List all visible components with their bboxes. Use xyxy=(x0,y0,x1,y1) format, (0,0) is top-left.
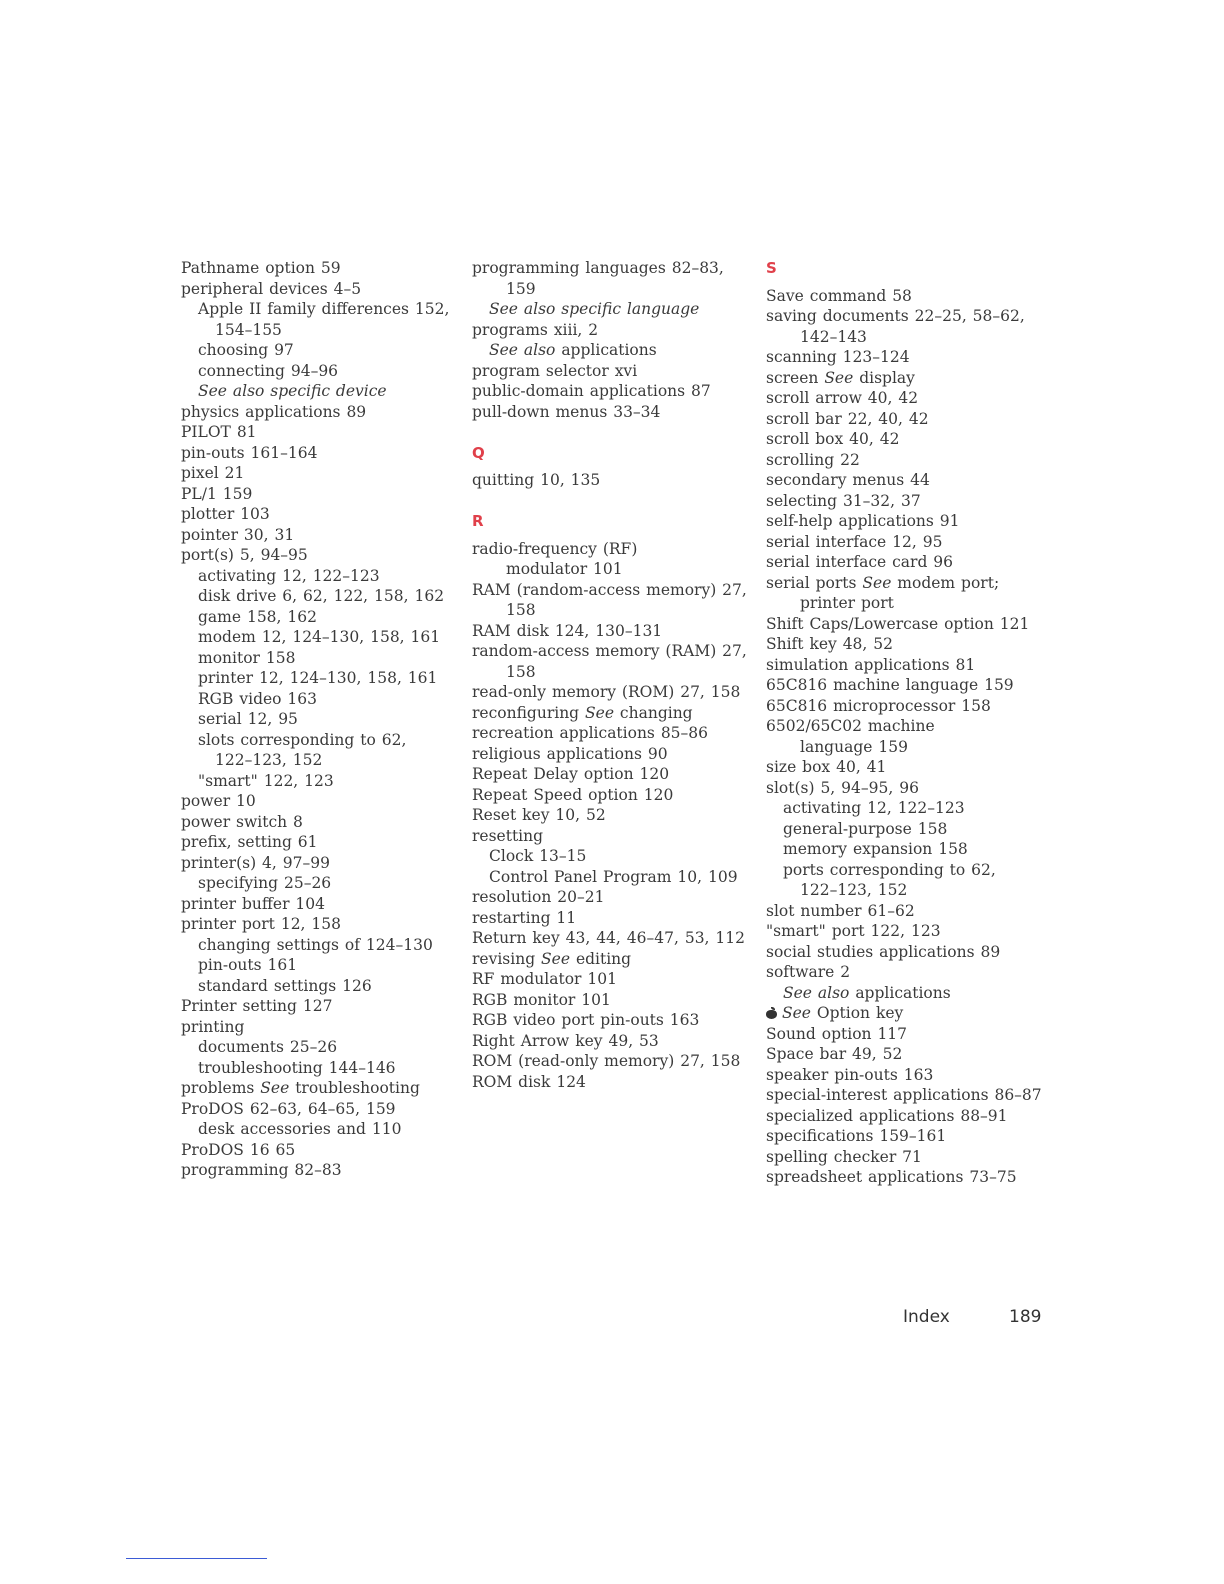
index-subentry xyxy=(472,340,757,361)
section-spacer xyxy=(472,463,757,470)
see-reference: See also xyxy=(489,341,556,359)
index-subentry: activating 12, 122–123 xyxy=(783,799,965,817)
section-letter: Q xyxy=(472,443,485,462)
see-reference: See xyxy=(541,949,571,968)
index-entry: pull-down menus 33–34 xyxy=(472,402,661,421)
index-subentry: specifying 25–26 xyxy=(198,874,332,892)
apple-icon xyxy=(766,1007,777,1019)
index-entry: plotter 103 xyxy=(181,505,270,523)
index-entry: Right Arrow key 49, 53 xyxy=(472,1031,659,1050)
index-subentry: changing settings of 124–130 xyxy=(198,935,433,954)
index-subentry: 122–123, 152 xyxy=(800,881,908,899)
index-entry: speaker pin-outs 163 xyxy=(766,1065,934,1084)
index-entry: Repeat Speed option 120 xyxy=(472,785,674,804)
index-entry: RAM (random-access memory) 27, xyxy=(472,580,747,599)
index-entry: programs xiii, 2 xyxy=(472,320,599,339)
index-entry: selecting 31–32, 37 xyxy=(766,491,921,510)
index-entry: 65C816 machine language 159 xyxy=(766,676,1014,694)
entry-term: serial ports xyxy=(766,573,863,592)
see-target: editing xyxy=(570,949,632,968)
page-number: 189 xyxy=(1009,1307,1042,1327)
index-subentry: modem 12, 124–130, 158, 161 xyxy=(198,628,441,646)
see-target: applications xyxy=(849,983,951,1002)
see-reference: See xyxy=(260,1079,290,1097)
index-entry: Pathname option 59 xyxy=(181,259,341,277)
index-entry: saving documents 22–25, 58–62, xyxy=(766,307,1025,325)
index-entry: Sound option 117 xyxy=(766,1024,908,1043)
see-reference: See xyxy=(824,368,854,387)
index-entry: radio-frequency (RF) xyxy=(472,539,638,558)
index-subentry: ports corresponding to 62, xyxy=(783,860,996,879)
bottom-rule xyxy=(126,1558,267,1559)
see-target: applications xyxy=(555,341,657,359)
index-entry: peripheral devices 4–5 xyxy=(181,279,362,298)
see-reference: See also xyxy=(783,983,850,1002)
index-subentry: See also specific device xyxy=(198,382,387,400)
index-entry: slot number 61–62 xyxy=(766,901,915,920)
index-entry: software 2 xyxy=(766,963,851,981)
index-entry: PL/1 159 xyxy=(181,484,253,503)
index-entry: secondary menus 44 xyxy=(766,471,930,489)
index-entry: scanning 123–124 xyxy=(766,348,910,366)
see-target: display xyxy=(853,368,915,387)
index-subentry: 142–143 xyxy=(800,327,867,346)
index-entry: printer port 12, 158 xyxy=(181,915,341,933)
index-subentry: standard settings 126 xyxy=(198,976,372,995)
index-entry: Printer setting 127 xyxy=(181,997,333,1015)
index-subentry: "smart" 122, 123 xyxy=(198,771,334,790)
index-subentry: documents 25–26 xyxy=(198,1038,338,1056)
entry-term: screen xyxy=(766,368,825,387)
index-subentry xyxy=(766,983,1056,1004)
section-spacer xyxy=(472,491,757,512)
index-entry xyxy=(766,573,1056,594)
index-entry: ProDOS 16 65 xyxy=(181,1140,296,1159)
index-entry xyxy=(181,1078,466,1099)
index-entry: power switch 8 xyxy=(181,812,303,831)
index-entry: Reset key 10, 52 xyxy=(472,806,606,824)
index-entry: prefix, setting 61 xyxy=(181,833,318,851)
index-entry: RF modulator 101 xyxy=(472,970,617,988)
index-entry: specialized applications 88–91 xyxy=(766,1106,1008,1125)
section-spacer xyxy=(472,422,757,443)
index-entry: Repeat Delay option 120 xyxy=(472,765,670,783)
index-subentry: slots corresponding to 62, xyxy=(198,730,407,749)
index-entry: 6502/65C02 machine xyxy=(766,717,935,735)
index-entry: power 10 xyxy=(181,792,256,810)
index-entry: port(s) 5, 94–95 xyxy=(181,546,308,564)
index-entry: printer buffer 104 xyxy=(181,894,326,913)
index-subentry: disk drive 6, 62, 122, 158, 162 xyxy=(198,587,445,605)
index-entry: specifications 159–161 xyxy=(766,1127,947,1145)
index-entry: random-access memory (RAM) 27, xyxy=(472,642,747,660)
index-entry: read-only memory (ROM) 27, 158 xyxy=(472,683,741,701)
index-entry xyxy=(472,703,757,724)
index-entry: program selector xvi xyxy=(472,361,638,380)
index-subentry: monitor 158 xyxy=(198,648,296,667)
index-entry: quitting 10, 135 xyxy=(472,471,601,489)
index-entry: resolution 20–21 xyxy=(472,888,605,906)
index-subentry: 154–155 xyxy=(215,320,282,339)
section-spacer xyxy=(472,532,757,539)
index-entry: scrolling 22 xyxy=(766,450,860,469)
index-entry: "smart" port 122, 123 xyxy=(766,922,941,940)
index-entry: RAM disk 124, 130–131 xyxy=(472,621,663,640)
index-entry: religious applications 90 xyxy=(472,744,668,763)
index-entry: pointer 30, 31 xyxy=(181,525,295,544)
section-letter: S xyxy=(766,259,777,277)
see-reference: See xyxy=(782,1004,811,1022)
index-subentry: pin-outs 161 xyxy=(198,956,298,974)
index-subentry: printer port xyxy=(800,594,894,612)
index-entry: ROM (read-only memory) 27, 158 xyxy=(472,1052,741,1070)
index-entry: serial interface 12, 95 xyxy=(766,532,943,551)
index-entry: social studies applications 89 xyxy=(766,942,1001,961)
index-subentry: 158 xyxy=(506,662,536,681)
index-subentry: printer 12, 124–130, 158, 161 xyxy=(198,669,438,687)
index-entry: self-help applications 91 xyxy=(766,512,960,530)
index-entry: PILOT 81 xyxy=(181,423,257,441)
index-entry: scroll arrow 40, 42 xyxy=(766,389,919,407)
index-entry: pixel 21 xyxy=(181,464,245,482)
index-entry: Return key 43, 44, 46–47, 53, 112 xyxy=(472,929,745,947)
index-subentry: serial 12, 95 xyxy=(198,710,298,728)
index-subentry: 122–123, 152 xyxy=(215,751,323,769)
index-subentry: connecting 94–96 xyxy=(198,361,339,380)
index-entry: restarting 11 xyxy=(472,908,577,927)
index-entry: Shift Caps/Lowercase option 121 xyxy=(766,614,1030,633)
index-subentry: desk accessories and 110 xyxy=(198,1120,402,1138)
index-column-3 xyxy=(766,258,1056,1188)
index-subentry: modulator 101 xyxy=(506,560,623,578)
index-entry: spelling checker 71 xyxy=(766,1147,922,1166)
index-subentry: language 159 xyxy=(800,737,908,756)
index-entry: ROM disk 124 xyxy=(472,1072,586,1091)
index-subentry: RGB video 163 xyxy=(198,689,318,708)
entry-term: problems xyxy=(181,1079,261,1097)
index-entry: resetting xyxy=(472,826,544,845)
index-entry: printer(s) 4, 97–99 xyxy=(181,853,330,872)
section-letter: R xyxy=(472,512,484,530)
index-subentry: troubleshooting 144–146 xyxy=(198,1058,396,1077)
index-entry: programming 82–83 xyxy=(181,1161,342,1179)
index-column-1 xyxy=(181,258,466,1181)
index-entry: RGB monitor 101 xyxy=(472,990,611,1009)
index-entry: serial interface card 96 xyxy=(766,553,954,571)
index-subentry: Clock 13–15 xyxy=(489,847,587,865)
index-entry xyxy=(766,368,1056,389)
index-entry: printing xyxy=(181,1017,245,1036)
see-target: changing xyxy=(614,703,693,722)
index-entry: pin-outs 161–164 xyxy=(181,443,318,462)
index-entry: scroll box 40, 42 xyxy=(766,430,900,448)
entry-term: reconfiguring xyxy=(472,703,586,722)
index-subentry: 159 xyxy=(506,279,536,298)
index-subentry: memory expansion 158 xyxy=(783,840,968,858)
index-entry: scroll bar 22, 40, 42 xyxy=(766,409,929,428)
index-entry xyxy=(766,1003,1056,1024)
index-entry: special-interest applications 86–87 xyxy=(766,1086,1042,1104)
index-entry: RGB video port pin-outs 163 xyxy=(472,1011,700,1029)
index-entry: public-domain applications 87 xyxy=(472,382,711,400)
index-subentry: general-purpose 158 xyxy=(783,819,948,838)
index-entry: programming languages 82–83, xyxy=(472,259,724,277)
index-subentry: activating 12, 122–123 xyxy=(198,566,380,585)
index-subentry: Apple II family differences 152, xyxy=(198,300,450,318)
see-target: Option key xyxy=(810,1004,904,1022)
index-subentry: 158 xyxy=(506,601,536,619)
index-entry: Shift key 48, 52 xyxy=(766,635,893,653)
see-reference: See xyxy=(862,573,892,592)
index-subentry: game 158, 162 xyxy=(198,607,317,626)
section-spacer xyxy=(766,279,1056,286)
index-entry: physics applications 89 xyxy=(181,402,367,421)
index-column-2 xyxy=(472,258,757,1092)
index-entry: size box 40, 41 xyxy=(766,758,887,776)
entry-term: revising xyxy=(472,949,542,968)
index-entry: Space bar 49, 52 xyxy=(766,1045,903,1063)
see-target: modem port; xyxy=(891,573,1000,592)
index-entry: ProDOS 62–63, 64–65, 159 xyxy=(181,1099,396,1118)
index-entry: 65C816 microprocessor 158 xyxy=(766,696,991,715)
index-entry xyxy=(472,949,757,970)
see-reference: See xyxy=(585,703,614,722)
index-entry: simulation applications 81 xyxy=(766,655,976,674)
index-entry: slot(s) 5, 94–95, 96 xyxy=(766,778,919,797)
index-subentry: choosing 97 xyxy=(198,341,294,359)
index-entry: Save command 58 xyxy=(766,286,912,305)
index-entry: recreation applications 85–86 xyxy=(472,724,709,742)
index-entry: spreadsheet applications 73–75 xyxy=(766,1168,1017,1186)
see-target: troubleshooting xyxy=(289,1079,420,1097)
index-subentry: See also specific language xyxy=(489,300,700,318)
footer-label: Index xyxy=(903,1307,950,1327)
index-subentry: Control Panel Program 10, 109 xyxy=(489,867,738,886)
